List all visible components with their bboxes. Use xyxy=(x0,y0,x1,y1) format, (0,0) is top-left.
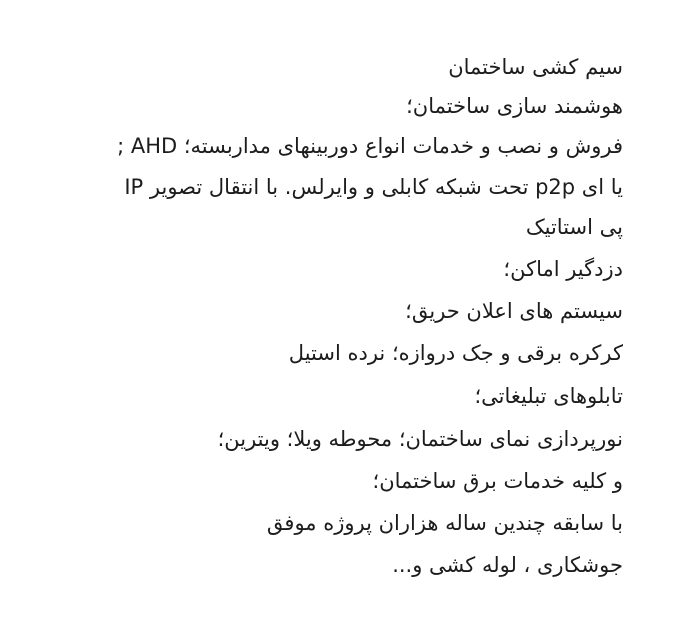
text-line-10: نورپردازی نمای ساختمان؛ محوطه ویلا؛ ویترین؛ xyxy=(217,427,623,451)
text-line-13: جوشکاری ، لوله کشی و... xyxy=(392,553,623,577)
text-line-12: با سابقه چندین ساله هزاران پروژه موفق xyxy=(266,511,623,535)
text-line-6: دزدگیر اماکن؛ xyxy=(503,257,623,281)
text-line-9: تابلوهای تبلیغاتی؛ xyxy=(474,384,623,408)
text-line-4: IP تحت شبکه کابلی و وایرلس. با انتقال تصویر p2p یا ای xyxy=(124,175,623,199)
text-line-11: و کلیه خدمات برق ساختمان؛ xyxy=(372,469,623,493)
text-line-3: فروش و نصب و خدمات انواع دوربینهای مداربسته؛ AHD ; xyxy=(117,134,623,158)
text-line-2: هوشمند سازی ساختمان؛ xyxy=(406,94,623,118)
text-line-8: کرکره برقی و جک دروازه؛ نرده استیل xyxy=(288,341,623,365)
text-line-5: پی استاتیک xyxy=(525,215,623,239)
text-line-7: سیستم های اعلان حریق؛ xyxy=(405,299,623,323)
text-line-1: سیم کشی ساختمان xyxy=(448,55,623,79)
